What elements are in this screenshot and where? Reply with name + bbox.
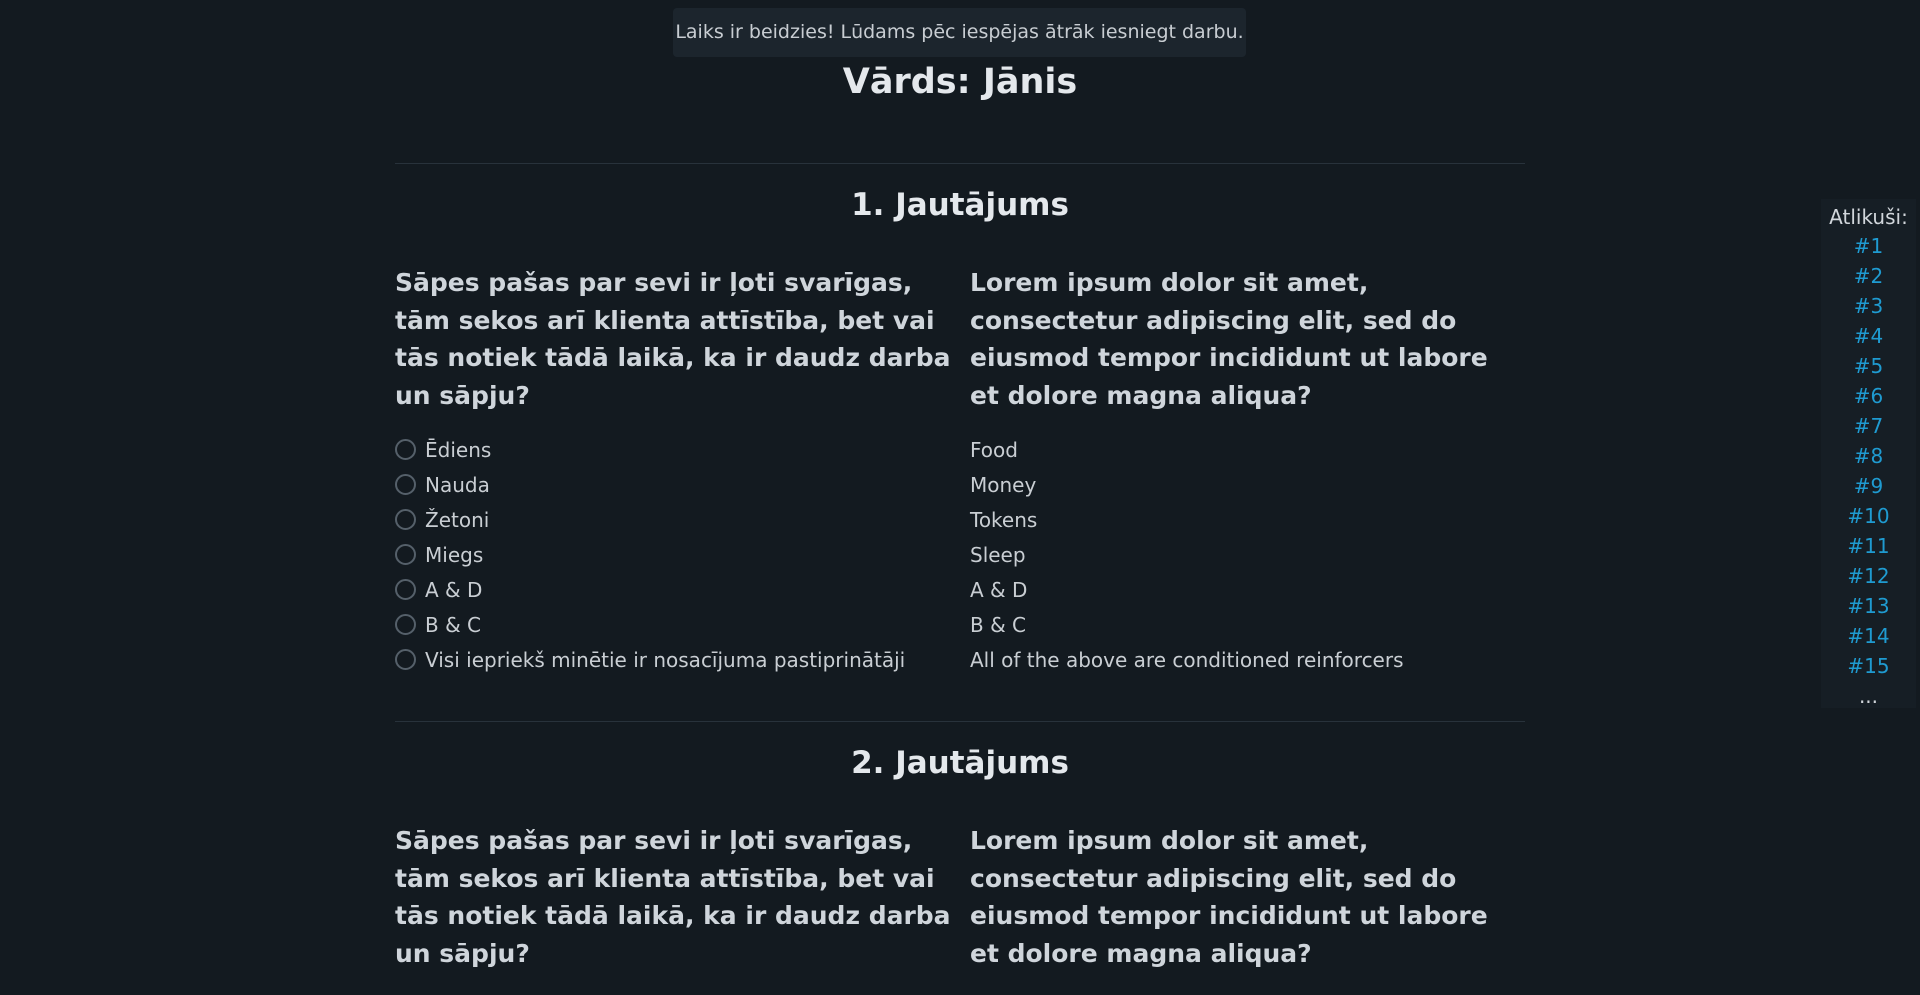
radio-button[interactable] bbox=[395, 614, 416, 635]
answer-option[interactable] bbox=[395, 537, 970, 572]
question-link[interactable]: #5 bbox=[1853, 354, 1884, 378]
question-link[interactable]: #8 bbox=[1853, 444, 1884, 468]
radio-button[interactable] bbox=[395, 579, 416, 600]
answer-option[interactable] bbox=[395, 432, 970, 467]
answer-label: Visi iepriekš minētie ir nosacījuma pastiprinātāji bbox=[425, 647, 906, 672]
question-columns bbox=[395, 822, 1525, 972]
answer-translation: B & C bbox=[970, 612, 1026, 637]
answer-label: Ēdiens bbox=[425, 437, 492, 462]
remaining-questions-sidebar bbox=[1821, 199, 1916, 708]
answer-option[interactable] bbox=[395, 502, 970, 537]
more-indicator: ... bbox=[1858, 684, 1879, 708]
answer-label: Nauda bbox=[425, 472, 490, 497]
answer-translation: All of the above are conditioned reinforcers bbox=[970, 647, 1404, 672]
question-link[interactable]: #1 bbox=[1853, 234, 1884, 258]
remaining-label: Atlikuši: bbox=[1829, 205, 1908, 229]
question-column-en bbox=[970, 822, 1525, 972]
radio-button[interactable] bbox=[395, 474, 416, 495]
question-link[interactable]: #14 bbox=[1847, 624, 1890, 648]
answer-option[interactable] bbox=[395, 642, 970, 677]
question-link[interactable]: #6 bbox=[1853, 384, 1884, 408]
page-title: Vārds: Jānis bbox=[842, 62, 1078, 102]
question-column-en bbox=[970, 264, 1525, 677]
answer-label: A & D bbox=[425, 577, 483, 602]
radio-button[interactable] bbox=[395, 509, 416, 530]
question-link[interactable]: #11 bbox=[1847, 534, 1890, 558]
radio-button[interactable] bbox=[395, 544, 416, 565]
question-text-en: Lorem ipsum dolor sit amet, consectetur adipiscing elit, sed do eiusmod tempor incididunt ut labore et dolore magna aliqua? bbox=[970, 268, 1488, 410]
question-link[interactable]: #9 bbox=[1853, 474, 1884, 498]
answer-option[interactable] bbox=[395, 572, 970, 607]
question-link[interactable]: #2 bbox=[1853, 264, 1884, 288]
answer-translation: Food bbox=[970, 437, 1018, 462]
question-1 bbox=[395, 163, 1525, 721]
answer-label: Miegs bbox=[425, 542, 484, 567]
question-2 bbox=[395, 721, 1525, 972]
question-title: 1. Jautājums bbox=[851, 187, 1069, 223]
question-link[interactable]: #3 bbox=[1853, 294, 1884, 318]
questions-container bbox=[395, 163, 1525, 972]
time-up-notice: Laiks ir beidzies! Lūdams pēc iespējas ātrāk iesniegt darbu. bbox=[673, 8, 1246, 57]
question-link[interactable]: #13 bbox=[1847, 594, 1890, 618]
answer-options-lv bbox=[395, 432, 970, 677]
answer-translations-en bbox=[970, 432, 1525, 677]
question-text-lv: Sāpes pašas par sevi ir ļoti svarīgas, tām sekos arī klienta attīstība, bet vai tās notiek tādā laikā, ka ir daudz darba un sāpju? bbox=[395, 826, 951, 968]
question-text-lv: Sāpes pašas par sevi ir ļoti svarīgas, tām sekos arī klienta attīstība, bet vai tās notiek tādā laikā, ka ir daudz darba un sāpju? bbox=[395, 268, 951, 410]
answer-label: Žetoni bbox=[425, 507, 490, 532]
answer-option[interactable] bbox=[395, 607, 970, 642]
question-column-lv bbox=[395, 822, 970, 972]
question-title: 2. Jautājums bbox=[851, 745, 1069, 781]
question-link[interactable]: #12 bbox=[1847, 564, 1890, 588]
answer-translation: A & D bbox=[970, 577, 1028, 602]
question-text-en: Lorem ipsum dolor sit amet, consectetur adipiscing elit, sed do eiusmod tempor incididunt ut labore et dolore magna aliqua? bbox=[970, 826, 1488, 968]
question-column-lv bbox=[395, 264, 970, 677]
answer-translation: Tokens bbox=[970, 507, 1038, 532]
answer-option[interactable] bbox=[395, 467, 970, 502]
radio-button[interactable] bbox=[395, 439, 416, 460]
question-link[interactable]: #15 bbox=[1847, 654, 1890, 678]
radio-button[interactable] bbox=[395, 649, 416, 670]
answer-translation: Sleep bbox=[970, 542, 1026, 567]
answer-label: B & C bbox=[425, 612, 481, 637]
question-columns bbox=[395, 264, 1525, 677]
answer-translation: Money bbox=[970, 472, 1037, 497]
question-link[interactable]: #7 bbox=[1853, 414, 1884, 438]
question-link[interactable]: #10 bbox=[1847, 504, 1890, 528]
question-link[interactable]: #4 bbox=[1853, 324, 1884, 348]
